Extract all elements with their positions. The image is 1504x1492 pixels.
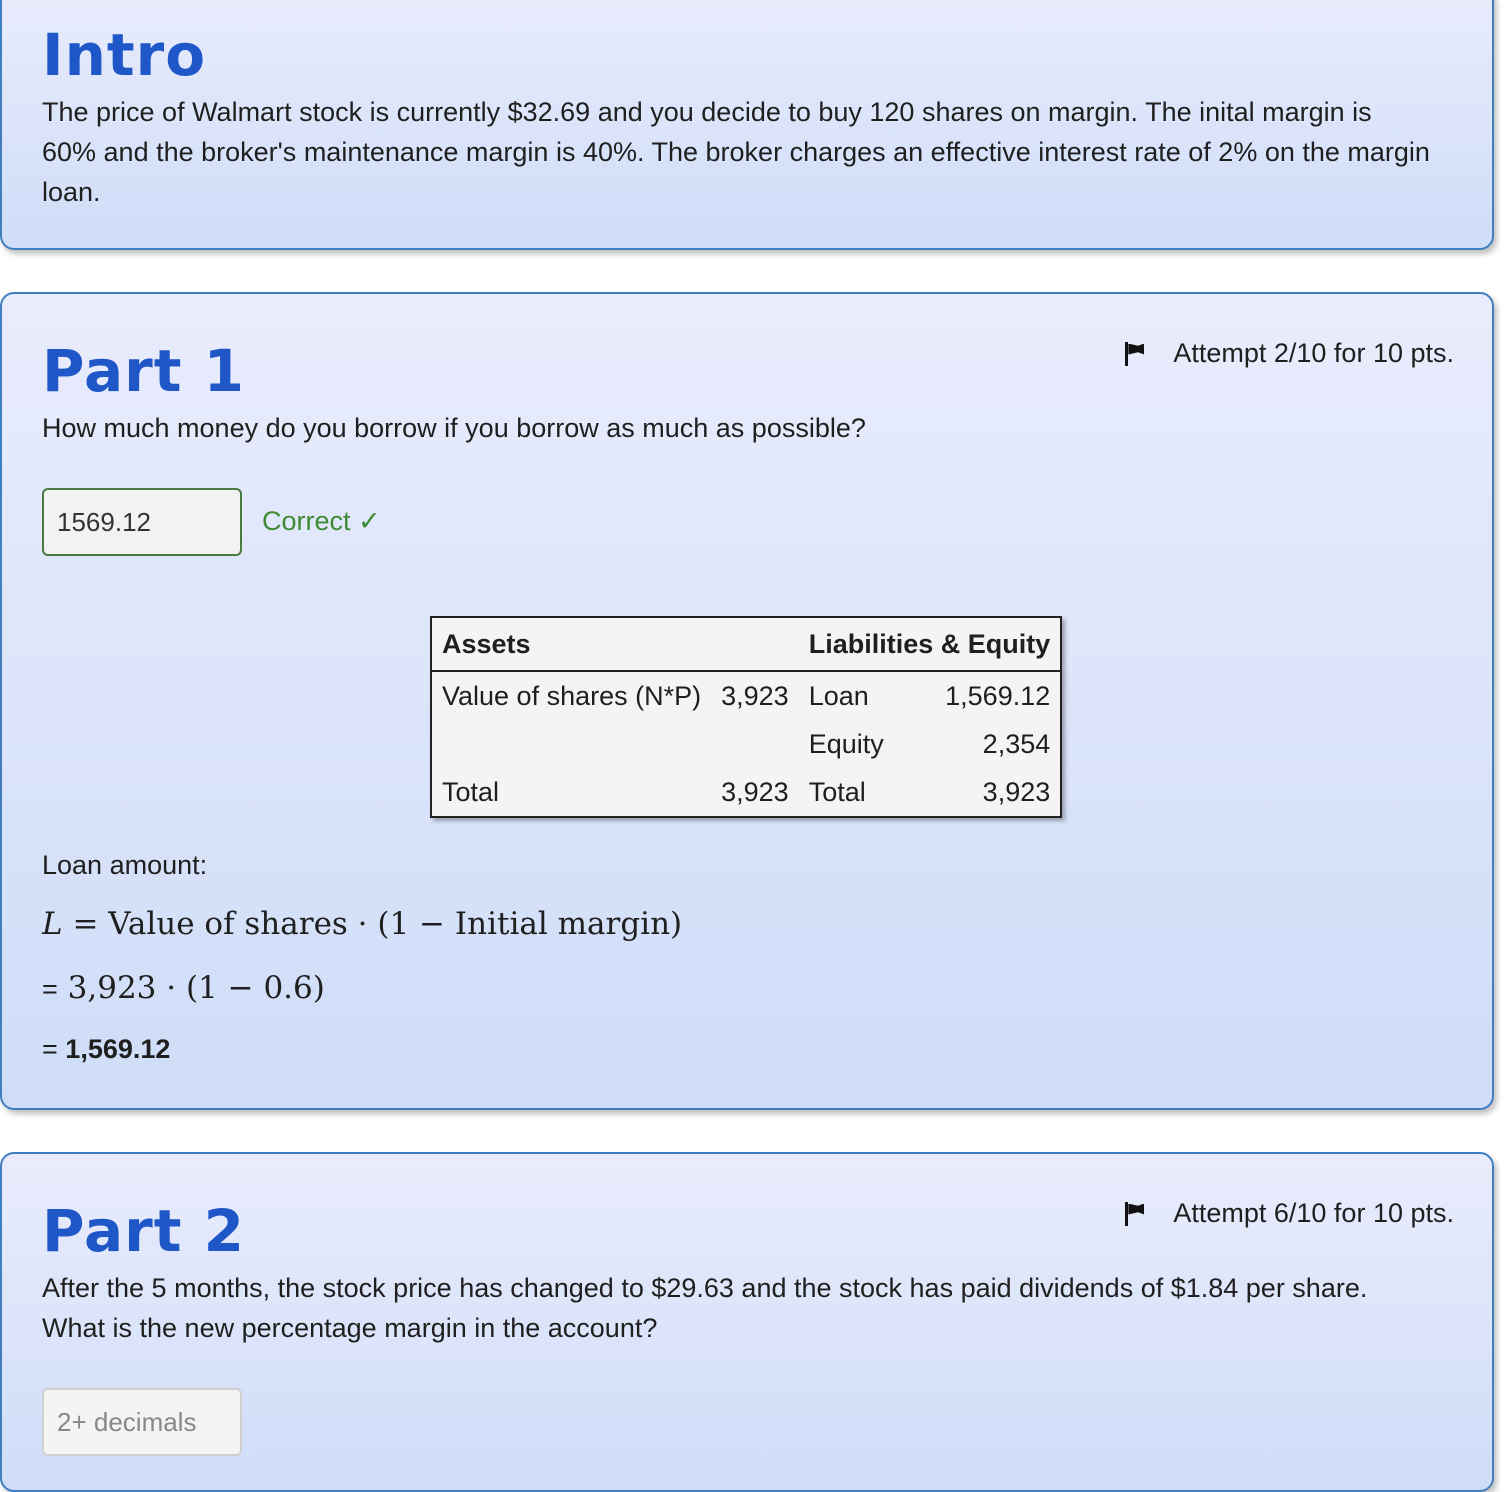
intro-title: Intro — [42, 21, 207, 89]
table-header-row — [431, 617, 1061, 671]
table-row — [431, 768, 1061, 817]
table-cell: Total — [442, 776, 500, 807]
table-cell: 3,923 — [982, 776, 1051, 807]
table-cell: 3,923 — [721, 776, 789, 807]
table-cell — [711, 720, 799, 768]
table-row — [431, 720, 1061, 768]
step-expression: 3,923 · (1 − 0.6) — [67, 970, 325, 1006]
table-header-liabilities-equity: Liabilities & Equity — [799, 617, 1062, 671]
table-cell: 2,354 — [982, 728, 1051, 759]
part2-attempt-label: Attempt 6/10 for 10 pts. — [1173, 1198, 1454, 1228]
loan-formula — [42, 906, 682, 942]
table-row — [431, 671, 1061, 720]
part2-title: Part 2 — [42, 1197, 245, 1265]
result-equals: = — [42, 1034, 58, 1064]
flag-icon[interactable] — [1123, 1202, 1147, 1226]
part2-attempt — [1123, 1198, 1454, 1229]
balance-sheet-table — [430, 616, 1062, 818]
intro-text: The price of Walmart stock is currently $32.69 and you decide to buy 120 shares on margin. The inital margin is 60% and the broker's maintenance margin is 40%. The broker charges an effective interest rate of 2% on the margin loan. — [42, 97, 1430, 207]
part1-title: Part 1 — [42, 337, 245, 405]
part1-answer-input[interactable] — [42, 488, 242, 556]
part1-status-correct: Correct ✓ — [262, 506, 381, 536]
table-cell: 1,569.12 — [945, 680, 1051, 711]
loan-formula-label: Loan amount: — [42, 850, 208, 880]
table-cell: Value of shares (N*P) — [442, 680, 702, 711]
table-cell: Equity — [808, 728, 884, 759]
loan-formula-step — [42, 970, 325, 1006]
table-cell: Total — [808, 776, 866, 807]
formula-equals: = — [72, 906, 99, 942]
step-equals: = — [42, 974, 58, 1004]
part1-attempt-label: Attempt 2/10 for 10 pts. — [1173, 338, 1454, 368]
part1-attempt — [1123, 338, 1454, 369]
intro-card — [0, 0, 1494, 250]
part1-question: How much money do you borrow if you borrow as much as possible? — [42, 413, 866, 443]
part2-question: After the 5 months, the stock price has changed to $29.63 and the stock has paid dividends of $1.84 per share. What is the new percentage margin in the account? — [42, 1273, 1368, 1343]
flag-icon[interactable] — [1123, 342, 1147, 366]
part1-card — [0, 292, 1494, 1110]
part2-answer-input[interactable] — [42, 1388, 242, 1456]
loan-result — [42, 1034, 170, 1065]
formula-rhs: Value of shares · (1 − Initial margin) — [108, 906, 683, 942]
part2-card — [0, 1152, 1494, 1492]
table-cell: 3,923 — [721, 680, 789, 711]
table-header-assets: Assets — [431, 617, 799, 671]
table-cell: Loan — [808, 680, 869, 711]
result-value: 1,569.12 — [65, 1034, 171, 1064]
table-cell — [431, 720, 711, 768]
formula-lhs: L — [42, 906, 63, 942]
